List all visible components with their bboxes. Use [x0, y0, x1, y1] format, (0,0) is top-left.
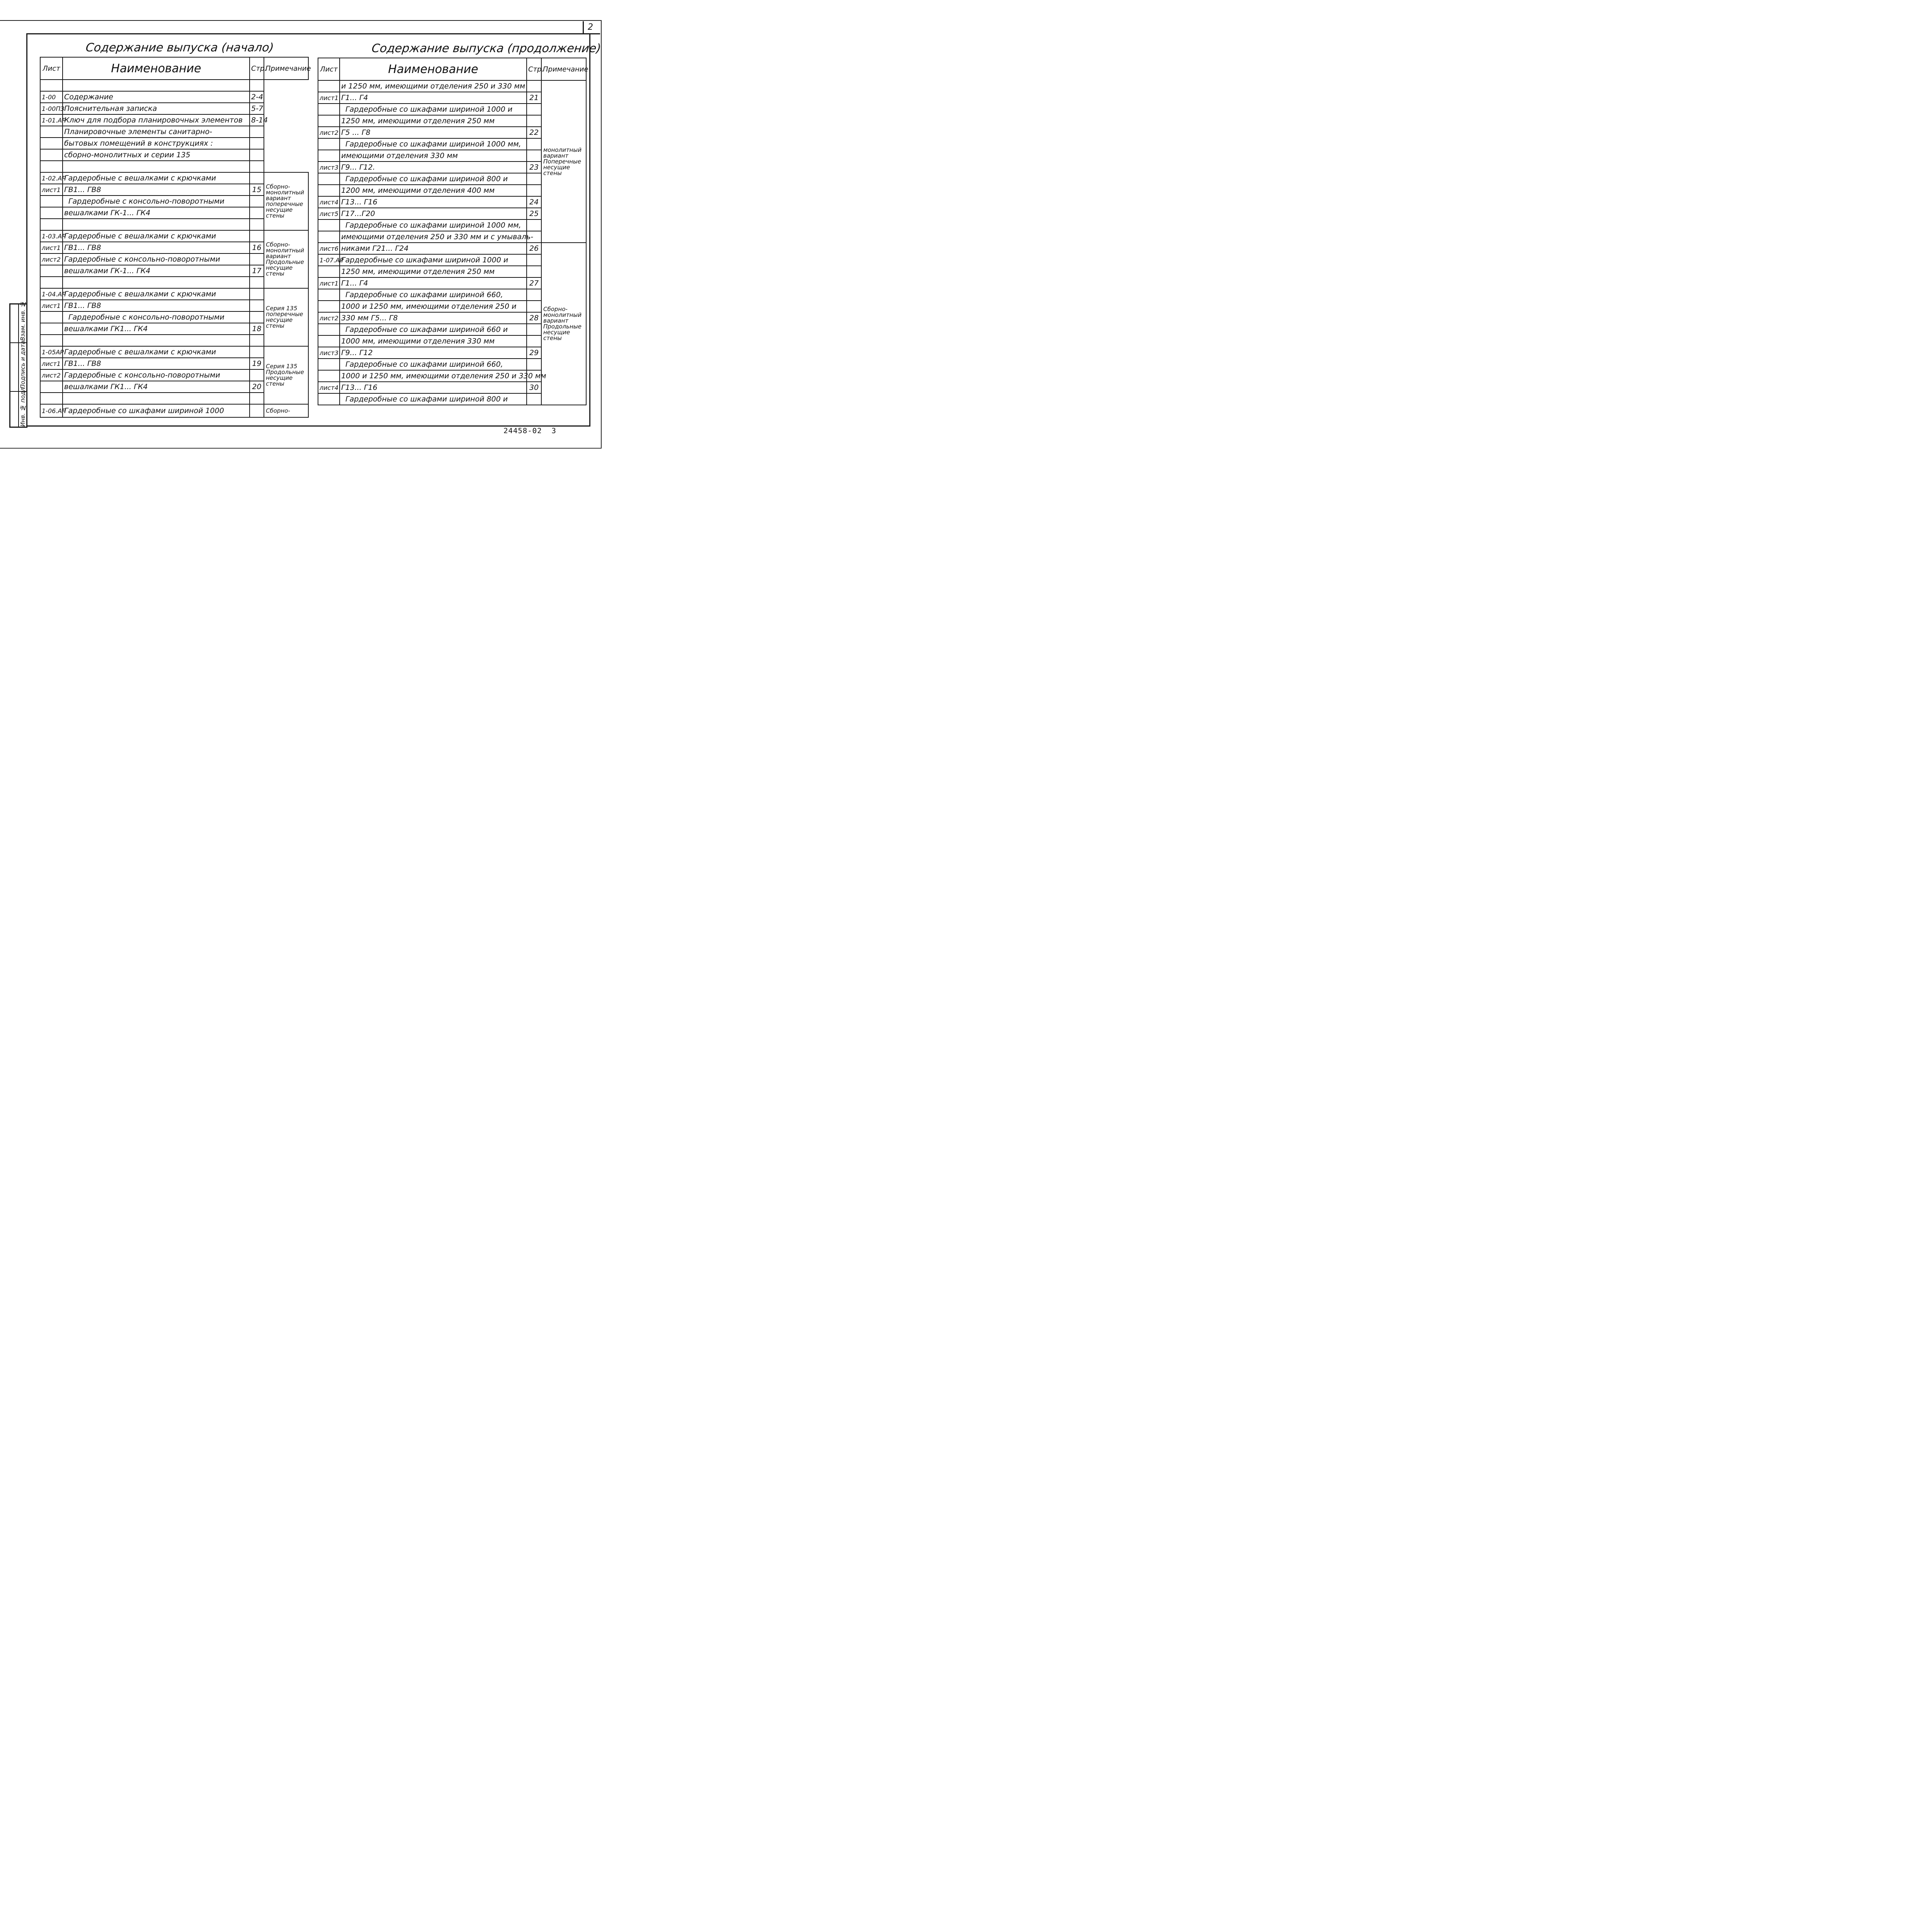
name-cell: 1000 мм, имеющими отделения 330 мм [340, 335, 527, 347]
page-cell [250, 80, 264, 91]
table-row [40, 138, 308, 149]
sheet-cell: лист1 [40, 300, 63, 311]
name-cell: и 1250 мм, имеющими отделения 250 и 330 мм [340, 80, 527, 92]
signature-date-label: Подпись и дата [19, 340, 26, 389]
name-cell: Гардеробные с консольно-поворотными [63, 196, 250, 207]
sheet-cell: 1-06.АР [40, 404, 63, 417]
page-cell [527, 115, 541, 127]
note-cell: Серия 135 Продольные несущие стены [264, 346, 308, 404]
sheet-cell [40, 149, 63, 161]
name-cell: 1250 мм, имеющими отделения 250 мм [340, 266, 527, 277]
name-cell: Гардеробные со шкафами шириной 1000 [63, 404, 250, 417]
sheet-cell: лист1 [40, 242, 63, 253]
page-cell: 29 [527, 347, 541, 359]
name-cell: Гардеробные с консольно-поворотными [63, 311, 250, 323]
page-cell: 28 [527, 312, 541, 324]
name-cell: 1000 и 1250 мм, имеющими отделения 250 и 330 мм [340, 370, 527, 382]
sheet-cell: лист6 [318, 243, 340, 254]
page-cell: 8-14 [250, 114, 264, 126]
table-row [40, 230, 308, 242]
sheet-cell: лист1 [40, 358, 63, 369]
sheet-cell [318, 324, 340, 335]
page-cell: 27 [527, 277, 541, 289]
name-cell: имеющими отделения 250 и 330 мм и с умываль- [340, 231, 527, 243]
sheet-cell: лист2 [40, 369, 63, 381]
sheet-cell [40, 80, 63, 91]
note-cell: Сборно-монолитный вариант Продольные несущие стены [541, 243, 586, 405]
table-row [318, 370, 586, 382]
table-row [40, 80, 308, 91]
page-cell: 18 [250, 323, 264, 335]
sheet-cell: 1-00ПЗ [40, 103, 63, 114]
name-cell: никами Г21... Г24 [340, 243, 527, 254]
contents-table-start [40, 57, 309, 418]
page-cell [527, 219, 541, 231]
page-cell [527, 289, 541, 301]
page-cell: 20 [250, 381, 264, 393]
sheet-cell [318, 231, 340, 243]
name-cell: вешалками ГК1... ГК4 [63, 381, 250, 393]
page-cell: 5-7 [250, 103, 264, 114]
inv-no-label: Инв. № подл. [19, 386, 26, 427]
sheet-cell [318, 185, 340, 196]
page-cell [527, 173, 541, 185]
sheet-cell: лист3 [318, 347, 340, 359]
right-caption: Содержание выпуска (продолжение) [371, 42, 602, 55]
note-cell: Сборно-монолитный вариант поперечные несущие стены [264, 172, 308, 230]
name-cell [63, 335, 250, 346]
sheet-cell [40, 219, 63, 230]
sheet-cell [40, 207, 63, 219]
sheet-cell [40, 381, 63, 393]
name-cell: Гардеробные со шкафами шириной 660, [340, 289, 527, 301]
name-cell [63, 219, 250, 230]
sheet-cell [40, 161, 63, 172]
replaces-inv-label: Взам. инв. № [19, 300, 26, 341]
name-cell: Содержание [63, 91, 250, 103]
page-cell: 23 [527, 162, 541, 173]
sheet-cell: 1-05АР [40, 346, 63, 358]
header-note: Примечание [264, 57, 308, 80]
sheet-cell [40, 277, 63, 288]
name-cell: Г1... Г4 [340, 277, 527, 289]
sheet-cell [318, 266, 340, 277]
sheet-cell [318, 115, 340, 127]
table-row [40, 103, 308, 114]
page-cell [527, 138, 541, 150]
name-cell: Гардеробные со шкафами шириной 1000 мм, [340, 219, 527, 231]
document-code [503, 427, 556, 435]
name-cell: 330 мм Г5... Г8 [340, 312, 527, 324]
header-page: Стр. [527, 58, 541, 80]
sheet-cell [40, 311, 63, 323]
sheet-cell: 1-04.АР [40, 288, 63, 300]
sheet-cell [40, 196, 63, 207]
page-cell: 16 [250, 242, 264, 253]
sheet-cell: 1-02.АР [40, 172, 63, 184]
name-cell [63, 277, 250, 288]
sheet-cell [40, 323, 63, 335]
sheet-cell: 1-01.АР [40, 114, 63, 126]
name-cell: Г13... Г16 [340, 196, 527, 208]
page-cell [527, 185, 541, 196]
sheet-cell [40, 138, 63, 149]
name-cell: Г5 ... Г8 [340, 127, 527, 138]
page-cell [250, 253, 264, 265]
name-cell: вешалками ГК-1... ГК4 [63, 207, 250, 219]
table-row [40, 172, 308, 184]
contents-table-continuation [318, 58, 587, 405]
page-cell [250, 219, 264, 230]
sheet-cell: лист4 [318, 382, 340, 393]
page-cell: 19 [250, 358, 264, 369]
name-cell: Планировочные элементы санитарно- [63, 126, 250, 138]
sheet-edge-top [0, 20, 601, 21]
name-cell: ГВ1... ГВ8 [63, 300, 250, 311]
sheet-cell: 1-07.АР [318, 254, 340, 266]
name-cell: вешалками ГК1... ГК4 [63, 323, 250, 335]
header-name: Наименование [63, 57, 250, 80]
page-cell [527, 150, 541, 162]
page-cell [250, 172, 264, 184]
name-cell: сборно-монолитных и серии 135 [63, 149, 250, 161]
sheet-cell: лист2 [318, 312, 340, 324]
table-row [40, 288, 308, 300]
sheet-cell: лист4 [318, 196, 340, 208]
sheet-cell [318, 370, 340, 382]
sheet-cell [318, 80, 340, 92]
name-cell: Гардеробные с вешалками с крючками [63, 230, 250, 242]
name-cell: Г13... Г16 [340, 382, 527, 393]
name-cell: Гардеробные со шкафами шириной 800 и [340, 393, 527, 405]
sheet-cell: 1-00 [40, 91, 63, 103]
name-cell: бытовых помещений в конструкциях : [63, 138, 250, 149]
side-stamp-divider [18, 304, 19, 427]
sheet-edge-right [601, 20, 602, 448]
page-cell [250, 369, 264, 381]
sheet-cell [318, 289, 340, 301]
table-row [318, 80, 586, 92]
page-cell: 26 [527, 243, 541, 254]
name-cell: Гардеробные с вешалками с крючками [63, 172, 250, 184]
sheet-cell: 1-03.АР [40, 230, 63, 242]
table-row [40, 346, 308, 358]
header-page: Стр. [250, 57, 264, 80]
page-cell [250, 277, 264, 288]
page-cell [527, 254, 541, 266]
name-cell: 1200 мм, имеющими отделения 400 мм [340, 185, 527, 196]
note-cell: монолитный вариант Поперечные несущие стены [541, 80, 586, 243]
sheet-cell: лист2 [318, 127, 340, 138]
name-cell: Гардеробные со шкафами шириной 660 и [340, 324, 527, 335]
header-sheet: Лист [40, 57, 63, 80]
sheet-cell: лист1 [318, 92, 340, 104]
name-cell: Гардеробные со шкафами шириной 1000 мм, [340, 138, 527, 150]
page-cell [250, 196, 264, 207]
page-cell [250, 404, 264, 417]
page-cell [250, 126, 264, 138]
page-cell [527, 393, 541, 405]
sheet-number: 2 [588, 22, 593, 32]
page-cell [250, 288, 264, 300]
sheet-cell: лист3 [318, 162, 340, 173]
table-row [40, 149, 308, 161]
note-cell: Сборно-монолитный вариант Продольные несущие стены [264, 230, 308, 288]
page-cell [527, 104, 541, 115]
page-cell [527, 324, 541, 335]
table-row [318, 243, 586, 254]
sheet-cell [40, 126, 63, 138]
name-cell [63, 80, 250, 91]
header-sheet: Лист [318, 58, 340, 80]
table-row [40, 126, 308, 138]
name-cell: Гардеробные с консольно-поворотными [63, 253, 250, 265]
name-cell: Гардеробные со шкафами шириной 1000 и [340, 104, 527, 115]
name-cell: Г9... Г12. [340, 162, 527, 173]
page-cell [250, 335, 264, 346]
page-cell: 30 [527, 382, 541, 393]
document-page-number: 3 [551, 427, 556, 435]
table-row [40, 91, 308, 103]
sheet-cell [318, 393, 340, 405]
page-cell: 22 [527, 127, 541, 138]
name-cell: Гардеробные с вешалками с крючками [63, 346, 250, 358]
sheet-cell [318, 301, 340, 312]
page-cell [527, 301, 541, 312]
sheet-cell [318, 359, 340, 370]
note-cell: Серия 135 поперечные несущие стены [264, 288, 308, 346]
name-cell: Гардеробные со шкафами шириной 800 и [340, 173, 527, 185]
name-cell: Гардеробные со шкафами шириной 1000 и [340, 254, 527, 266]
sheet-cell [318, 150, 340, 162]
sheet-cell [40, 393, 63, 404]
name-cell: 1000 и 1250 мм, имеющими отделения 250 и [340, 301, 527, 312]
name-cell: Пояснительная записка [63, 103, 250, 114]
page-cell [250, 149, 264, 161]
sheet-cell: лист5 [318, 208, 340, 219]
table-row [40, 114, 308, 126]
name-cell: Г1... Г4 [340, 92, 527, 104]
name-cell [63, 161, 250, 172]
header-note: Примечание [541, 58, 586, 80]
page-cell: 24 [527, 196, 541, 208]
page-cell [250, 161, 264, 172]
page-cell [250, 207, 264, 219]
page-cell [250, 393, 264, 404]
page-cell [527, 80, 541, 92]
table-row [40, 161, 308, 172]
page-cell [250, 311, 264, 323]
page-cell: 17 [250, 265, 264, 277]
table-row [40, 404, 308, 417]
name-cell: ГВ1... ГВ8 [63, 184, 250, 196]
side-stamp [9, 300, 27, 428]
name-cell: Гардеробные с консольно-поворотными [63, 369, 250, 381]
page-cell [250, 300, 264, 311]
sheet-cell [318, 335, 340, 347]
sheet-cell: лист1 [318, 277, 340, 289]
page-cell [527, 359, 541, 370]
name-cell: вешалками ГК-1... ГК4 [63, 265, 250, 277]
sheet-cell [318, 219, 340, 231]
left-caption: Содержание выпуска (начало) [85, 41, 275, 54]
name-cell: Гардеробные с вешалками с крючками [63, 288, 250, 300]
note-cell: Сборно- [264, 404, 308, 417]
page-cell [527, 335, 541, 347]
page-cell: 21 [527, 92, 541, 104]
name-cell: имеющими отделения 330 мм [340, 150, 527, 162]
name-cell: Г17...Г20 [340, 208, 527, 219]
page-cell: 25 [527, 208, 541, 219]
sheet-cell: лист1 [40, 184, 63, 196]
name-cell [63, 393, 250, 404]
header-name: Наименование [340, 58, 527, 80]
sheet-cell [40, 265, 63, 277]
sheet-cell [318, 104, 340, 115]
name-cell: ГВ1... ГВ8 [63, 242, 250, 253]
sheet-edge-bottom [0, 448, 602, 449]
name-cell: Ключ для подбора планировочных элементов [63, 114, 250, 126]
page-cell [250, 230, 264, 242]
sheet-cell [318, 173, 340, 185]
name-cell: Гардеробные со шкафами шириной 660, [340, 359, 527, 370]
name-cell: 1250 мм, имеющими отделения 250 мм [340, 115, 527, 127]
page-cell: 2-4 [250, 91, 264, 103]
page-cell [250, 138, 264, 149]
page-cell [527, 266, 541, 277]
page-cell: 15 [250, 184, 264, 196]
name-cell: ГВ1... ГВ8 [63, 358, 250, 369]
sheet-cell [318, 138, 340, 150]
sheet-cell [40, 335, 63, 346]
name-cell: Г9... Г12 [340, 347, 527, 359]
page-cell [250, 346, 264, 358]
document-code-number: 24458-02 [503, 427, 542, 435]
sheet-cell: лист2 [40, 253, 63, 265]
